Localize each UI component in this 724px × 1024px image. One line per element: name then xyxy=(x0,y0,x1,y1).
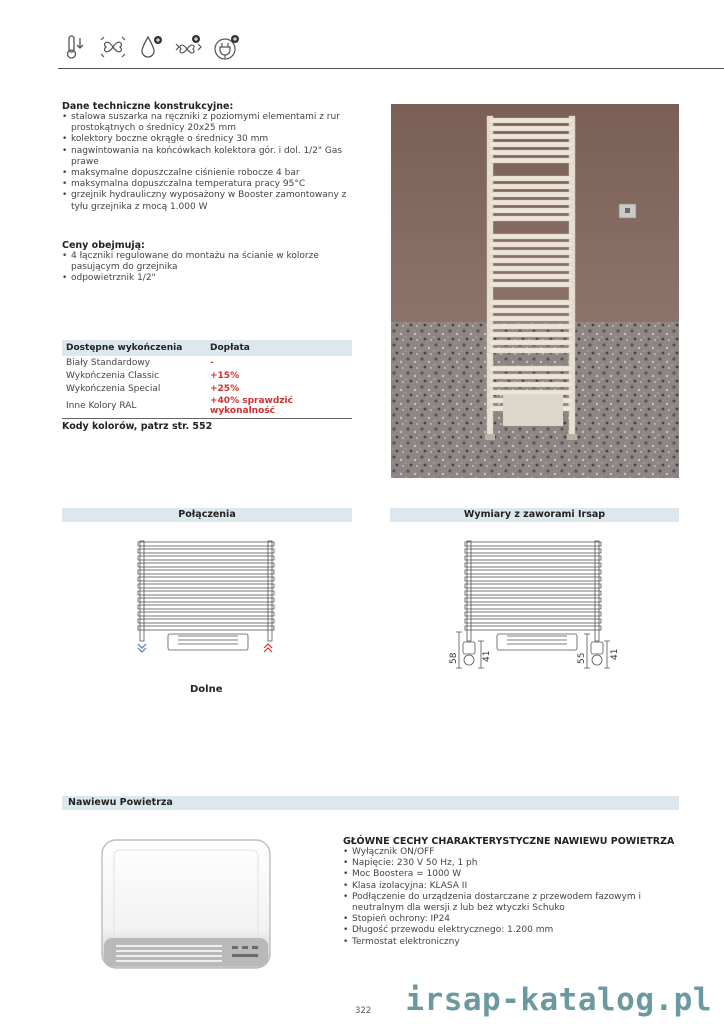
connections-bar: Połączenia xyxy=(62,508,352,522)
blower-title: GŁÓWNE CECHY CHARAKTERYSTYCZNE NAWIEWU POWIETRZA xyxy=(343,836,675,847)
connections-diagram xyxy=(130,536,290,656)
list-item: • grzejnik hydrauliczny wyposażony w Booster zamontowany z tyłu grzejnika z mocą 1.000 W xyxy=(62,190,356,212)
watermark-text: irsap-katalog.pl xyxy=(405,982,712,1018)
page-number: 322 xyxy=(355,1006,372,1016)
prices-list xyxy=(62,251,356,285)
list-item: • maksymalne dopuszczalne ciśnienie robocze 4 bar xyxy=(62,168,356,179)
table-row xyxy=(62,382,352,395)
finishes-table xyxy=(62,340,352,417)
blower-list xyxy=(343,847,683,948)
finish-price: +15% xyxy=(210,370,240,381)
finishes-col-price: Dopłata xyxy=(206,340,352,356)
list-item: • Wyłącznik ON/OFF xyxy=(343,847,683,858)
booster-plus-icon xyxy=(174,32,204,62)
list-item: • Podłączenie do urządzenia dostarczane z przewodem fazowym i neutralnym dla wersji z lub bez wtyczki Schuko xyxy=(343,892,683,914)
color-codes-note: Kody kolorów, patrz str. 552 xyxy=(62,418,352,432)
finish-name: Biały Standardowy xyxy=(66,357,151,368)
tech-title: Dane techniczne konstrukcyjne: xyxy=(62,101,234,112)
table-row xyxy=(62,369,352,382)
dimensions-bar: Wymiary z zaworami Irsap xyxy=(390,508,679,522)
blower-bar: Nawiewu Powietrza xyxy=(62,796,679,810)
table-row xyxy=(62,395,352,417)
list-item: • nagwintowania na końcówkach kolektora gór. i dol. 1/2" Gas prawe xyxy=(62,146,356,168)
dim-58: 58 xyxy=(449,652,459,664)
finishes-col-name: Dostępne wykończenia xyxy=(62,340,206,356)
dim-41-right: 41 xyxy=(610,648,620,660)
finish-price: - xyxy=(210,357,214,368)
drop-plus-icon xyxy=(136,32,166,62)
list-item: • Stopień ochrony: IP24 xyxy=(343,914,683,925)
list-item: • kolektory boczne okrągłe o średnicy 30 mm xyxy=(62,134,356,145)
feature-icons xyxy=(60,32,242,62)
list-item: • maksymalna dopuszczalna temperatura pracy 95°C xyxy=(62,179,356,190)
product-photo xyxy=(391,104,679,478)
finish-price: +40% sprawdzić wykonalność xyxy=(210,396,293,416)
list-item: • Termostat elektroniczny xyxy=(343,937,683,948)
header-rule xyxy=(58,68,724,69)
list-item: • Napięcie: 230 V 50 Hz, 1 ph xyxy=(343,858,683,869)
blower-image xyxy=(100,838,272,970)
finish-name: Inne Kolory RAL xyxy=(66,401,137,411)
prices-section xyxy=(62,240,356,285)
list-item: • Klasa izolacyjna: KLASA II xyxy=(343,881,683,892)
finish-price: +25% xyxy=(210,383,240,394)
tech-list xyxy=(62,112,356,213)
list-item: • Moc Boostera = 1000 W xyxy=(343,869,683,880)
finish-name: Wykończenia Special xyxy=(66,383,161,394)
fan-flower-icon xyxy=(98,32,128,62)
finishes-section xyxy=(62,340,352,432)
connection-type-label: Dolne xyxy=(190,684,223,695)
prices-title: Ceny obejmują: xyxy=(62,240,145,251)
tech-section xyxy=(62,101,356,213)
list-item: • Długość przewodu elektrycznego: 1.200 mm xyxy=(343,925,683,936)
dim-55: 55 xyxy=(577,652,587,664)
thermometer-down-icon xyxy=(60,32,90,62)
blower-section xyxy=(343,836,683,948)
dimensions-diagram xyxy=(445,536,625,681)
list-item: • stalowa suszarka na ręczniki z poziomymi elementami z rur prostokątnych o średnicy 20x25 mm xyxy=(62,112,356,134)
plug-plus-icon xyxy=(212,32,242,62)
dim-41-left: 41 xyxy=(482,650,492,662)
finish-name: Wykończenia Classic xyxy=(66,370,160,381)
table-row xyxy=(62,356,352,369)
list-item: • 4 łączniki regulowane do montażu na ścianie w kolorze pasującym do grzejnika xyxy=(62,251,356,273)
list-item: • odpowietrznik 1/2" xyxy=(62,273,356,284)
